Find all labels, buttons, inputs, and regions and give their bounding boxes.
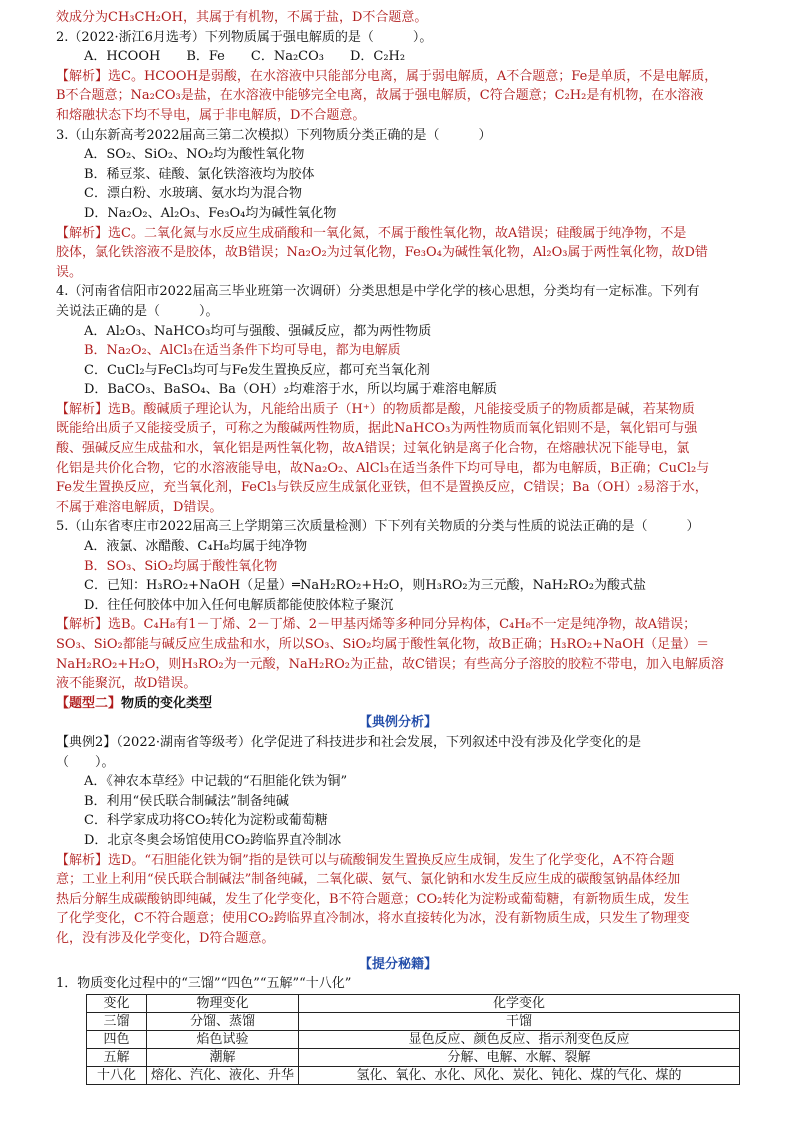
- option-line: C．CuCl₂与FeCl₃均可与Fe发生置换反应，都可充当氧化剂: [84, 362, 430, 378]
- text-line: 意；工业上利用“侯氏联合制碱法”制备纯碱，二氧化碳、氨气、氯化钠和水发生反应生成的碳酸氢钠晶体经加: [56, 872, 681, 888]
- table-cell: 分解、电解、水解、裂解: [299, 1048, 740, 1066]
- option-line: D．往任何胶体中加入任何电解质都能使胶体粒子聚沉: [84, 597, 394, 613]
- tips-line: 1．物质变化过程中的“三馏”“四色”“五解”“十八化”: [56, 976, 352, 992]
- option-line: A．液氯、冰醋酸、C₄H₈均属于纯净物: [84, 539, 308, 555]
- text-line: Fe发生置换反应，充当氧化剂，FeCl₃与铁反应生成氯化亚铁，但不是置换反应，C错误；Ba（OH）₂易溶于水，: [56, 480, 708, 496]
- analysis-line: 【解析】选B。酸碱质子理论认为，凡能给出质子（H⁺）的物质都是酸，凡能接受质子的物质都是碱，若某物质: [56, 401, 695, 417]
- section-heading: [56, 694, 740, 714]
- table-cell: 干馏: [299, 1012, 740, 1030]
- option-line: D．Na₂O₂、Al₂O₃、Fe₃O₄均为碱性氧化物: [84, 205, 337, 221]
- table-cell: 五解: [87, 1048, 147, 1066]
- text-line: 化，没有涉及化学变化，D符合题意。: [56, 930, 275, 946]
- option-line: A．《神农本草经》中记载的“石胆能化铁为铜”: [84, 774, 348, 790]
- analysis-line: 【解析】选B。C₄H₈有1－丁烯、2－丁烯、2－甲基丙烯等多种同分异构体，C₄H₈不一定是纯净物，故A错误；: [56, 617, 697, 633]
- option-line: B．稀豆浆、硅酸、氯化铁溶液均为胶体: [84, 166, 315, 182]
- table-header-cell: 物理变化: [147, 994, 299, 1012]
- text-line: 5.（山东省枣庄市2022届高三上学期第三次质量检测）下下列有关物质的分类与性质的说法正确的是（ ）: [56, 519, 700, 535]
- text-line: 效成分为CH₃CH₂OH，其属于有机物，不属于盐，D不合题意。: [56, 10, 428, 25]
- option-line: B．利用“侯氏联合制碱法”制备纯碱: [84, 793, 289, 809]
- option-line: C．科学家成功将CO₂转化为淀粉或葡萄糖: [84, 813, 328, 829]
- table-cell: 分馏、蒸馏: [147, 1012, 299, 1030]
- text-line: B不合题意；Na₂CO₃是盐，在水溶液中能够完全电离，故属于强电解质，C符合题意；C₂H₂是有机物，在水溶液: [56, 88, 704, 104]
- text-line: 热后分解生成碳酸钠即纯碱，发生了化学变化，B不符合题意；CO₂转化为淀粉或葡萄糖，有新物质生成，发生: [56, 891, 690, 907]
- text-line: 和熔融状态下均不导电，属于非电解质，D不合题意。: [56, 107, 366, 123]
- example-block: [56, 733, 740, 949]
- text-line: 液不能聚沉，故D错误。: [56, 676, 197, 692]
- example-header: 【典例分析】: [358, 715, 437, 731]
- text-line: 误。: [56, 264, 83, 280]
- text-line: 胶体，氯化铁溶液不是胶体，故B错误；Na₂O₂为过氧化物，Fe₃O₄为碱性氧化物，Al₂O₃属于两性氧化物，故D错: [56, 245, 708, 261]
- text-line: 酸、强碱反应生成盐和水，氧化铝是两性氧化物，故A错误；过氧化钠是离子化合物，在熔融状况下能导电，氯: [56, 441, 690, 457]
- analysis-line: 【解析】选D。“石胆能化铁为铜”指的是铁可以与硫酸铜发生置换反应生成铜，发生了化学变化，A不符合题: [56, 852, 675, 868]
- section-bracket: 【题型二】: [56, 695, 122, 711]
- section-title: 物质的变化类型: [121, 695, 213, 711]
- text-line: 化铝是共价化合物，它的水溶液能导电，故Na₂O₂、AlCl₃在适当条件下均可导电，都为电解质，B正确；CuCl₂与: [56, 460, 710, 476]
- option-line: A．SO₂、SiO₂、NO₂均为酸性氧化物: [84, 147, 305, 163]
- change-types-table: [86, 994, 740, 1085]
- table-cell: 熔化、汽化、液化、升华: [147, 1066, 299, 1084]
- table-cell: 四色: [87, 1030, 147, 1048]
- document-page: [56, 8, 740, 1085]
- table-cell: 潮解: [147, 1048, 299, 1066]
- text-line: 3.（山东新高考2022届高三第二次模拟）下列物质分类正确的是（ ）: [56, 127, 492, 143]
- text-line: （ ）。: [56, 754, 115, 770]
- questions-block: [56, 8, 740, 694]
- table-cell: 三馏: [87, 1012, 147, 1030]
- text-line: 4.（河南省信阳市2022届高三毕业班第一次调研）分类思想是中学化学的核心思想，分类均有一定标准。下列有: [56, 284, 700, 300]
- table-row: [87, 1048, 740, 1066]
- text-line: SO₃、SiO₂都能与碱反应生成盐和水，所以SO₃、SiO₂均属于酸性氧化物，故B正确；H₃RO₂+NaOH（足量）＝: [56, 637, 710, 652]
- table-header-cell: 化学变化: [299, 994, 740, 1012]
- text-line: 关说法正确的是（ ）。: [56, 303, 219, 319]
- text-line: 2.（2022·浙江6月选考）下列物质属于强电解质的是（ ）。: [56, 29, 433, 45]
- table-cell: 氢化、氧化、水化、风化、炭化、钝化、煤的气化、煤的: [299, 1066, 740, 1084]
- analysis-line: 【解析】选C。二氧化氮与水反应生成硝酸和一氧化氮，不属于酸性氧化物，故A错误；硅酸属于纯净物，不是: [56, 225, 687, 241]
- table-cell: 焰色试验: [147, 1030, 299, 1048]
- text-line: NaH₂RO₂+H₂O，则H₃RO₂为一元酸，NaH₂RO₂为正盐，故C错误；有些高分子溶胶的胶粒不带电，加入电解质溶: [56, 656, 724, 672]
- option-line: B．SO₃、SiO₂均属于酸性氧化物: [84, 558, 278, 574]
- text-line: 既能给出质子又能接受质子，可称之为酸碱两性物质，据此NaHCO₃为两性物质而氧化铝则不是，氧化铝可与强: [56, 421, 698, 437]
- table-cell: 显色反应、颜色反应、指示剂变色反应: [299, 1030, 740, 1048]
- table-cell: 十八化: [87, 1066, 147, 1084]
- table-header-row: [87, 994, 740, 1012]
- table-header-cell: 变化: [87, 994, 147, 1012]
- option-line: C．漂白粉、水玻璃、氨水均为混合物: [84, 186, 302, 202]
- option-line: B．Na₂O₂、AlCl₃在适当条件下均可导电，都为电解质: [84, 343, 401, 359]
- table-row: [87, 1066, 740, 1084]
- analysis-line: 【解析】选C。HCOOH是弱酸，在水溶液中只能部分电离，属于弱电解质，A不合题意；Fe是单质，不是电解质，: [56, 68, 718, 84]
- text-line: 不属于难溶电解质，D错误。: [56, 499, 223, 515]
- tips-header: 【提分秘籍】: [358, 956, 437, 972]
- table-row: [87, 1030, 740, 1048]
- text-line: 了化学变化，C不符合题意；使用CO₂跨临界直冷制冰，将水直接转化为冰，没有新物质生成，只发生了物理变: [56, 911, 690, 927]
- text-line: 【典例2】（2022·湖南省等级考）化学促进了科技进步和社会发展，下列叙述中没有涉及化学变化的是: [56, 734, 641, 750]
- table-row: [87, 1012, 740, 1030]
- option-line: A．Al₂O₃、NaHCO₃均可与强酸、强碱反应，都为两性物质: [84, 323, 432, 339]
- option-line: C．已知：H₃RO₂+NaOH（足量）═NaH₂RO₂+H₂O，则H₃RO₂为三元酸，NaH₂RO₂为酸式盐: [84, 578, 646, 594]
- option-line: D．BaCO₃、BaSO₄、Ba（OH）₂均难溶于水，所以均属于难溶电解质: [84, 382, 498, 398]
- option-line: D．北京冬奥会场馆使用CO₂跨临界直冷制冰: [84, 832, 342, 848]
- option-line: A．HCOOH B．Fe C．Na₂CO₃ D．C₂H₂: [84, 49, 406, 65]
